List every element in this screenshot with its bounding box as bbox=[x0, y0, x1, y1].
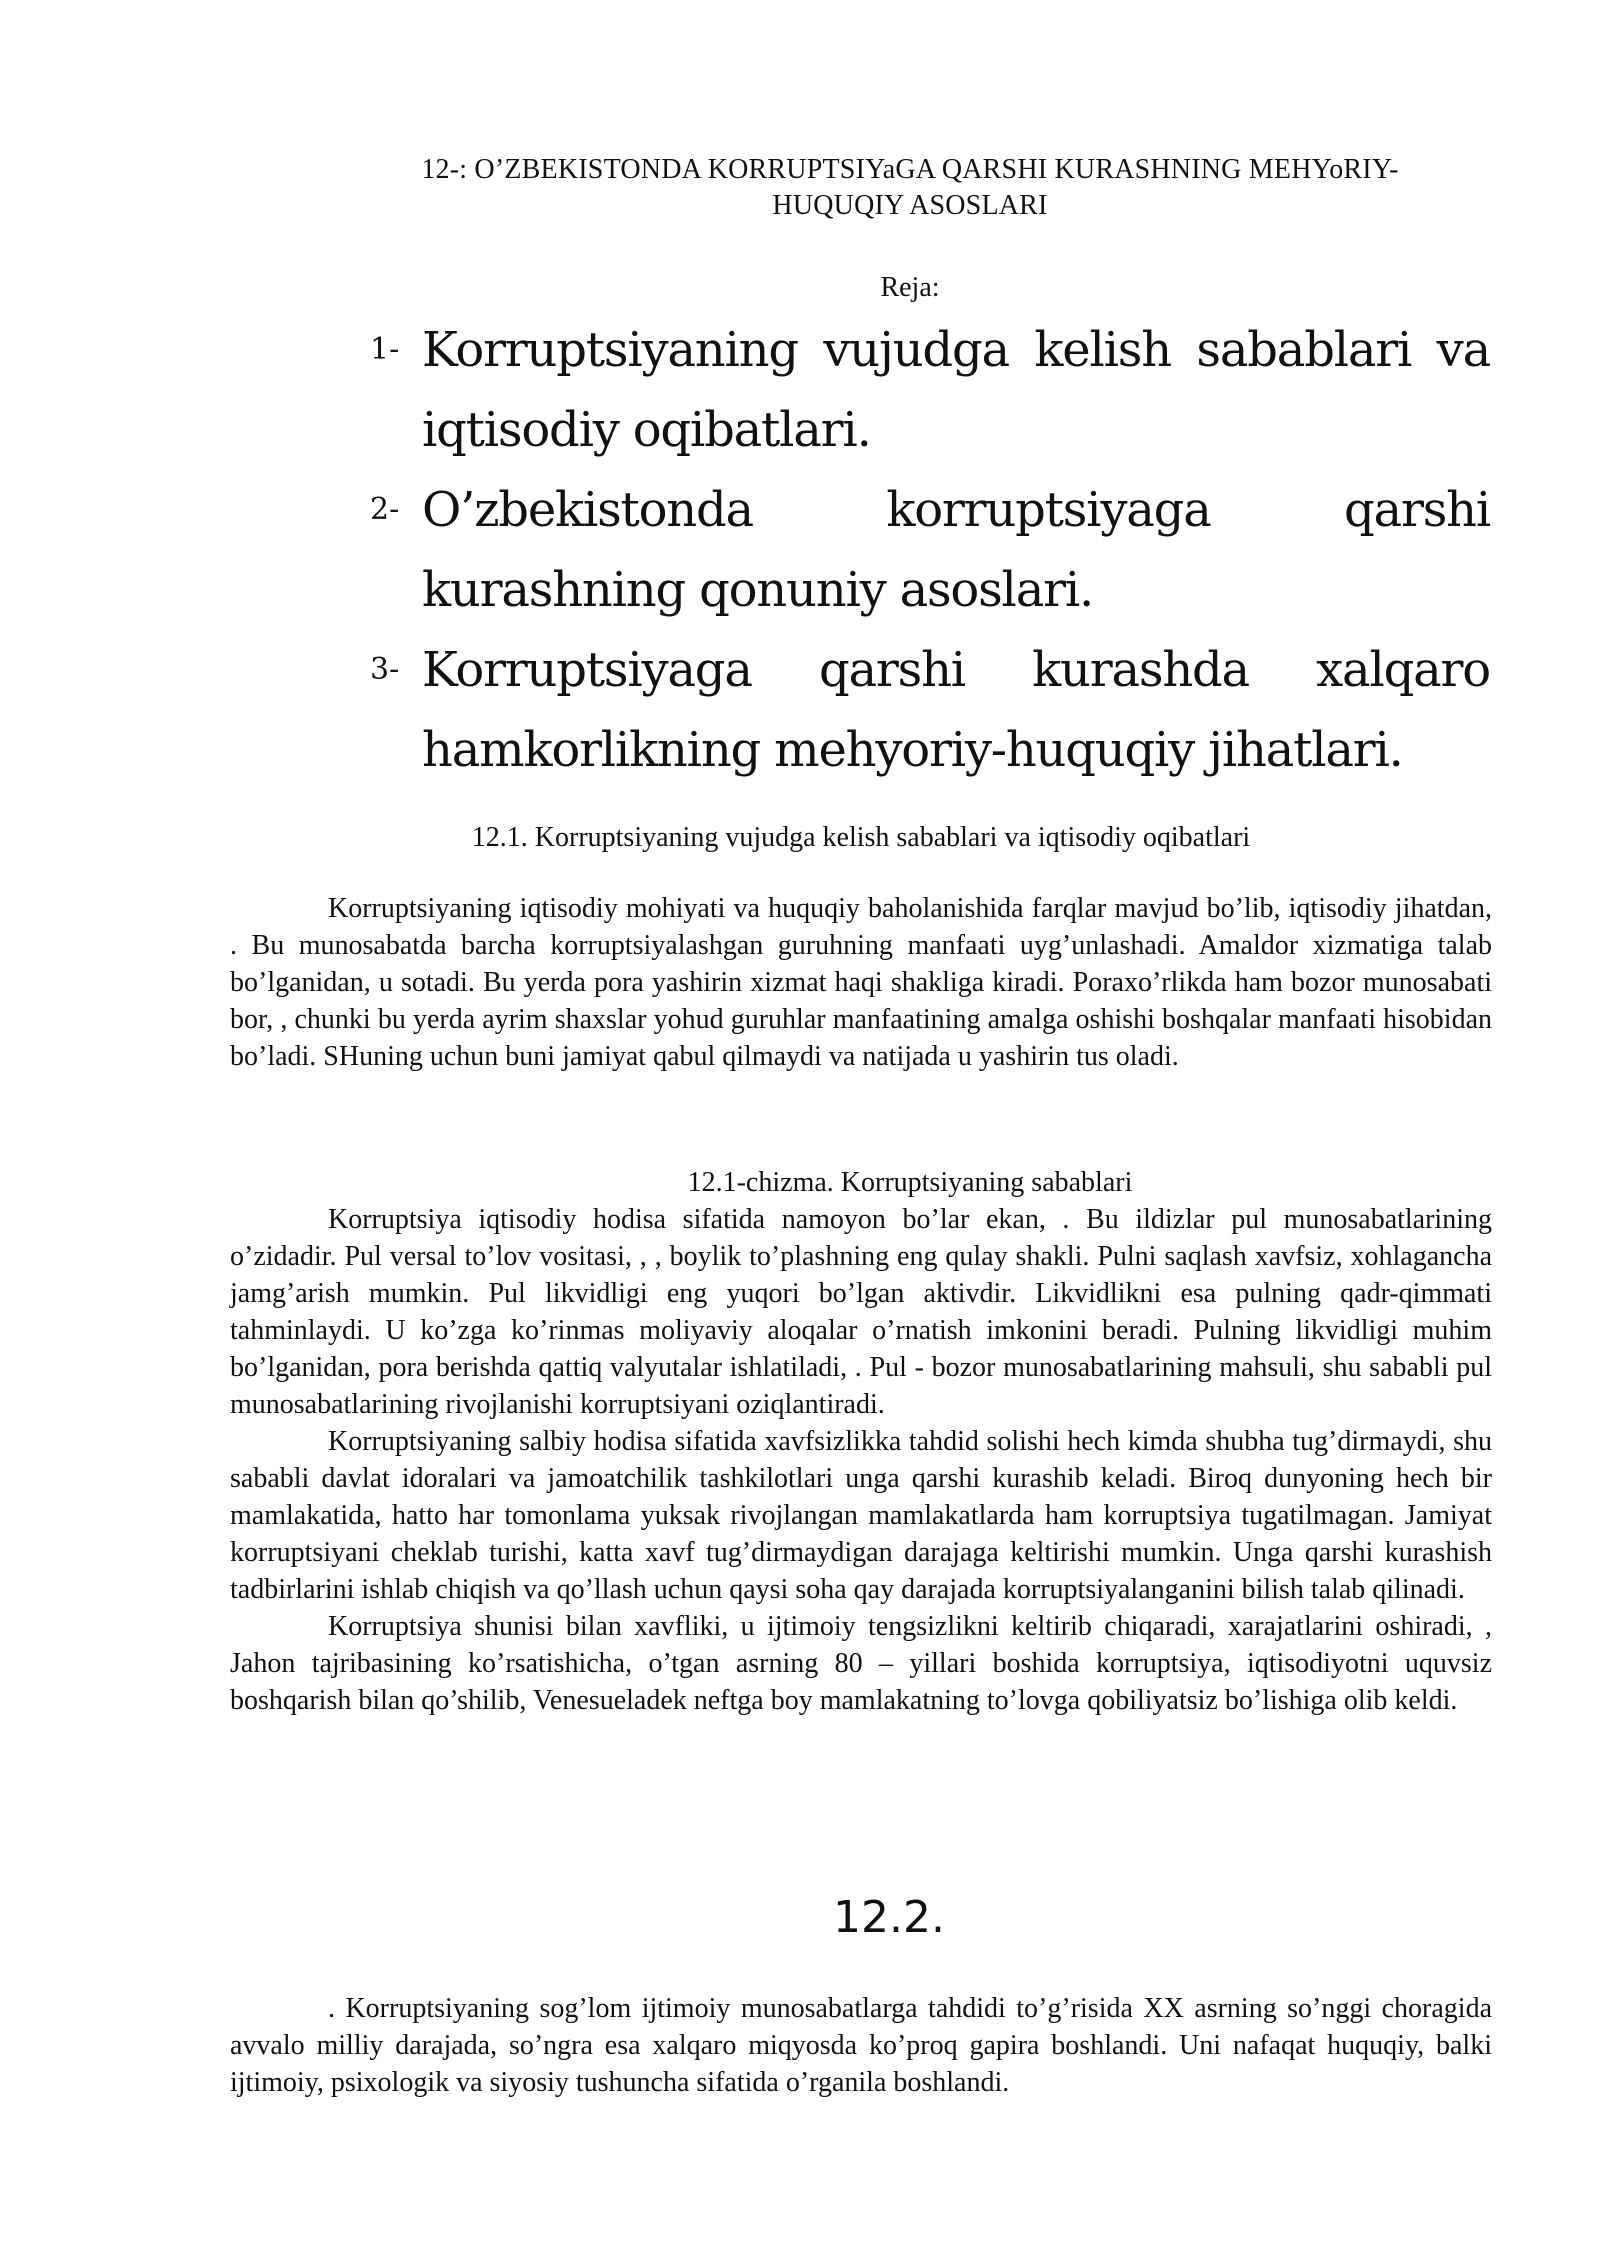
section-1-body bbox=[230, 1164, 1492, 1719]
plan-list bbox=[370, 310, 1490, 790]
plan-item-text: O’zbekistonda korruptsiyaga qarshi kurashning qonuniy asoslari. bbox=[422, 482, 1490, 618]
paragraph: Korruptsiya shunisi bilan xavfliki, u ijtimoiy tengsizlikni keltirib chiqaradi, xarajatlarini oshiradi, , Jahon tajribasining ko’rsatishicha, o’tgan asrning 80 – yillari boshida korruptsiya, iqtisodiyotni uquvsiz boshqarish bilan qo’shilib, Venesueladek neftga boy mamlakatning to’lovga qobiliyatsiz bo’lishiga olib keldi. bbox=[230, 1611, 1492, 1716]
plan-label: Reja: bbox=[880, 272, 940, 303]
plan-item-number: 3- bbox=[370, 652, 400, 687]
paragraph: Korruptsiyaning salbiy hodisa sifatida xavfsizlikka tahdid solishi hech kimda shubha tug’dirmaydi, shu sababli davlat idoralari va jamoatchilik tashkilotlari unga qarshi kurashib keladi. Biroq dunyoning hech bir mamlakatida, hatto har tomonlama yuksak rivojlangan mamlakatlarda ham korruptsiya tugatilmagan. Jamiyat korruptsiyani cheklab turishi, katta xavf tug’dirmaydigan darajaga keltirishi mumkin. Unga qarshi kurashish tadbirlarini ishlab chiqish va qo’llash uchun qaysi soha qay darajada korruptsiyalanganini bilish talab qilinadi. bbox=[230, 1426, 1492, 1605]
paragraph: . Korruptsiyaning sog’lom ijtimoiy munosabatlarga tahdidi to’g’risida XX asrning so’nggi choragida avvalo milliy darajada, so’ngra esa xalqaro miqyosda ko’proq gapira boshlandi. Uni nafaqat huquqiy, balki ijtimoiy, psixologik va siyosiy tushuncha sifatida o’rganila boshlandi. bbox=[230, 1993, 1492, 2098]
chapter-title-line-2: HUQUQIY ASOSLARI bbox=[772, 190, 1048, 221]
section-1-intro bbox=[230, 890, 1492, 1075]
plan-item-3 bbox=[370, 630, 1490, 790]
figure-caption: 12.1-chizma. Korruptsiyaning sabablari bbox=[687, 1167, 1133, 1198]
paragraph: Korruptsiyaning iqtisodiy mohiyati va huquqiy baholanishida farqlar mavjud bo’lib, iqtisodiy jihatdan, . Bu munosabatda barcha korruptsiyalashgan guruhning manfaati uyg’unlashadi. Amaldor xizmatiga talab bo’lganidan, u sotadi. Bu yerda pora yashirin xizmat haqi shakliga kiradi. Poraxo’rlikda ham bozor munosabati bor, , chunki bu yerda ayrim shaxslar yohud guruhlar manfaatining amalga oshishi boshqalar manfaati hisobidan bo’ladi. SHuning uchun buni jamiyat qabul qilmaydi va natijada u yashirin tus oladi. bbox=[230, 893, 1492, 1072]
plan-item-text: Korruptsiyaning vujudga kelish sabablari va iqtisodiy oqibatlari. bbox=[422, 322, 1490, 458]
chapter-title-line-1: 12-: O’ZBEKISTONDA KORRUPTSIYaGA QARSHI KURASHNING MEHYoRIY- bbox=[421, 154, 1399, 185]
section-heading-12-1: 12.1. Korruptsiyaning vujudga kelish sabablari va iqtisodiy oqibatlari bbox=[471, 822, 1251, 853]
paragraph: Korruptsiya iqtisodiy hodisa sifatida namoyon bo’lar ekan, . Bu ildizlar pul munosabatlarining o’zidadir. Pul versal to’lov vositasi, , , boylik to’plashning eng qulay shakli. Pulni saqlash xavfsiz, xohlagancha jamg’arish mumkin. Pul likvidligi eng yuqori bo’lgan aktivdir. Likvidlikni esa pulning qadr-qimmati tahminlaydi. U ko’zga ko’rinmas moliyaviy aloqalar o’rnatish imkonini beradi. Pulning likvidligi muhim bo’lganidan, pora berishda qattiq valyutalar ishlatiladi, . Pul - bozor munosabatlarining mahsuli, shu sababli pul munosabatlarining rivojlanishi korruptsiyani oziqlantiradi. bbox=[230, 1204, 1492, 1420]
section-heading-12-2: 12.2. bbox=[833, 1892, 945, 1943]
plan-item-1 bbox=[370, 310, 1490, 470]
plan-item-number: 1- bbox=[370, 332, 400, 367]
plan-item-text: Korruptsiyaga qarshi kurashda xalqaro hamkorlikning mehyoriy-huquqiy jihatlari. bbox=[422, 642, 1490, 778]
section-2-body bbox=[230, 1990, 1492, 2101]
plan-item-number: 2- bbox=[370, 492, 400, 527]
chapter-title bbox=[340, 152, 1480, 224]
plan-item-2 bbox=[370, 470, 1490, 630]
